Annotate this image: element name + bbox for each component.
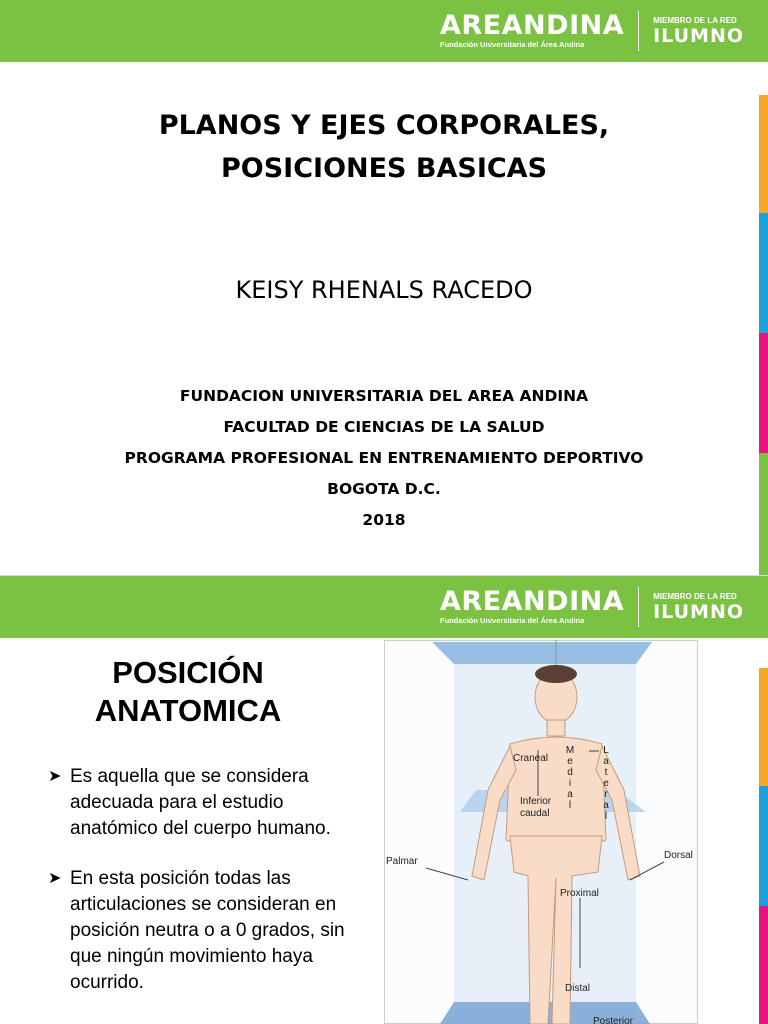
brand-subtitle: Fundación Universitaria del Área Andina: [440, 616, 585, 625]
logo-divider: [638, 587, 639, 627]
medial-letters-char: a: [567, 789, 573, 800]
color-stripes: [759, 668, 768, 1024]
label-craneal: Craneal: [513, 753, 549, 764]
bullet-item: ➤ Es aquella que se considera adecuada para el estudio anatómico del cuerpo humano.: [48, 764, 348, 842]
logo: [440, 584, 744, 630]
lateral-letters-char: a: [603, 800, 609, 811]
lateral-letters-char: r: [604, 789, 608, 800]
bullet-item: ➤ En esta posición todas las articulaciones se consideran en posición neutra o a 0 grados, sin que ningún movimiento haya ocurrido.: [48, 866, 348, 996]
label-distal: Distal: [565, 983, 591, 994]
label-dorsal: Dorsal: [664, 850, 693, 861]
slide-title: POSICIÓN ANATOMICA: [94, 655, 282, 728]
stripe-pink: [759, 906, 768, 1024]
medial-letters-char: i: [568, 778, 572, 789]
horizontal-plane-top: [432, 642, 652, 664]
anatomical-figure: [384, 640, 698, 1024]
arrow-bullet-icon: ➤: [48, 870, 62, 887]
logo: [440, 8, 744, 54]
network-label: MIEMBRO DE LA RED: [653, 16, 737, 25]
label-inferior: Inferior: [520, 796, 552, 807]
institution-block: FUNDACION UNIVERSITARIA DEL AREA ANDINA FACULTAD DE CIENCIAS DE LA SALUD PROGRAMA PROFESIONAL EN ENTRENAMIENTO DEPORTIVO BOGOTA D.C. 2018: [124, 387, 644, 529]
stripe-blue: [759, 786, 768, 906]
arrow-bullet-icon: ➤: [48, 768, 62, 785]
lateral-letters-char: l: [604, 811, 608, 822]
label-palmar: Palmar: [386, 856, 418, 867]
label-proximal: Proximal: [560, 888, 599, 899]
lateral-letters-char: e: [603, 778, 609, 789]
lateral-letters-char: a: [603, 756, 609, 767]
label-posterior: Posterior: [593, 1016, 634, 1024]
lateral-letters-char: t: [604, 767, 608, 778]
network-name: ILUMNO: [653, 601, 744, 623]
medial-letters-char: e: [567, 756, 573, 767]
medial-letters-char: M: [565, 745, 575, 756]
lateral-letters-char: L: [603, 745, 609, 756]
network-name: ILUMNO: [653, 25, 744, 47]
header-bar: [0, 576, 768, 638]
label-caudal: caudal: [520, 808, 550, 819]
header-bar: [0, 0, 768, 62]
logo-divider: [638, 11, 639, 51]
bullet-list: [48, 764, 348, 1020]
medial-letters-char: l: [568, 800, 572, 811]
network-label: MIEMBRO DE LA RED: [653, 592, 737, 601]
brand-name: AREANDINA: [440, 586, 625, 617]
stripe-blue: [759, 213, 768, 333]
stripe-orange: [759, 668, 768, 786]
medial-letters-char: d: [567, 767, 573, 778]
brand-subtitle: Fundación Universitaria del Área Andina: [440, 40, 585, 49]
hair: [535, 665, 577, 683]
label-lateral: [603, 745, 609, 822]
anatomical-position-slide: [0, 576, 768, 1024]
brand-name: AREANDINA: [440, 10, 625, 41]
author-name: KEISY RHENALS RACEDO: [235, 276, 533, 304]
presentation-title: PLANOS Y EJES CORPORALES, POSICIONES BASICAS: [158, 110, 610, 184]
